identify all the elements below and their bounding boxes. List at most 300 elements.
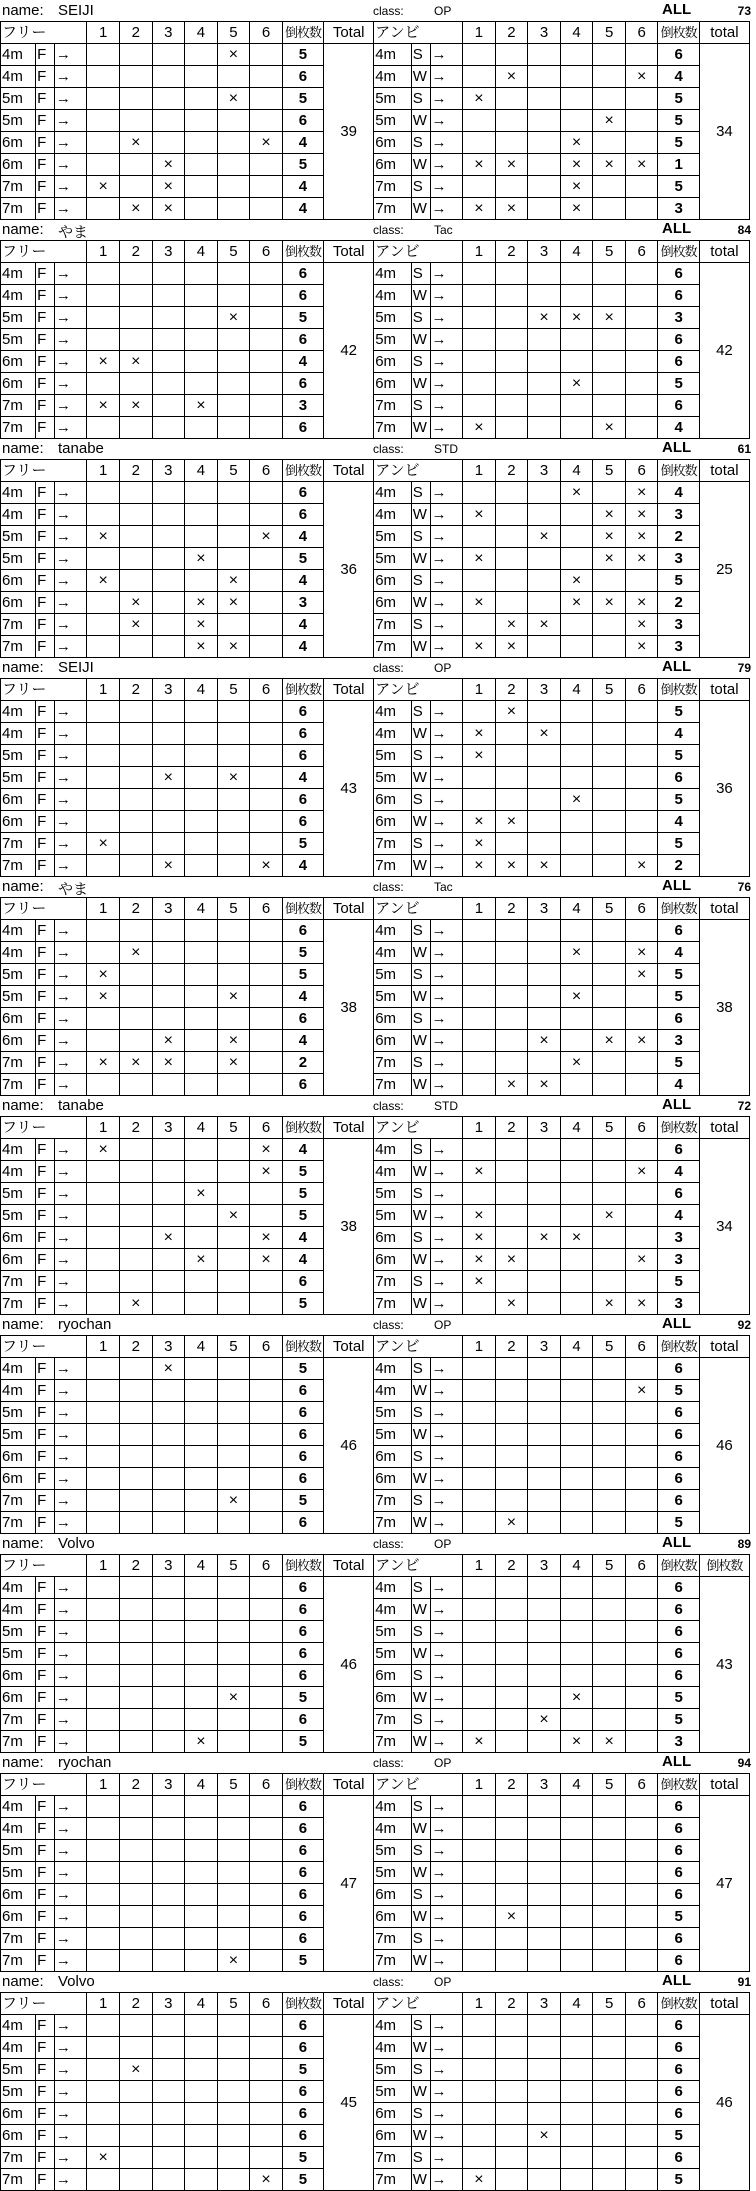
type-cell: F	[36, 1862, 55, 1884]
type-cell: W	[411, 1293, 430, 1315]
free-header: フリー	[1, 679, 87, 701]
distance-cell: 4m	[1, 1577, 36, 1599]
count-cell: 5	[658, 1687, 699, 1709]
empty-cell	[250, 636, 283, 658]
arrow-cell: →	[430, 789, 463, 811]
distance-cell: 5m	[374, 767, 412, 789]
empty-cell	[185, 1030, 218, 1052]
count-cell: 6	[282, 920, 323, 942]
distance-cell: 4m	[1, 1380, 36, 1402]
empty-cell	[560, 88, 593, 110]
empty-cell	[250, 176, 283, 198]
ambi-header: アンビ	[374, 22, 463, 44]
miss-mark: ×	[87, 2147, 120, 2169]
empty-cell	[463, 263, 496, 285]
arrow-cell: →	[430, 745, 463, 767]
miss-mark: ×	[463, 548, 496, 570]
arrow-cell: →	[430, 417, 463, 439]
distance-cell: 5m	[374, 548, 412, 570]
empty-cell	[593, 198, 626, 220]
empty-cell	[560, 44, 593, 66]
column-header: 6	[625, 22, 658, 44]
arrow-cell: →	[54, 504, 87, 526]
empty-cell	[250, 1709, 283, 1731]
distance-cell: 6m	[374, 1008, 412, 1030]
empty-cell	[495, 417, 528, 439]
column-header: 4	[560, 1336, 593, 1358]
column-header: 3	[152, 1774, 185, 1796]
arrow-cell: →	[430, 1030, 463, 1052]
column-header: 4	[185, 1555, 218, 1577]
empty-cell	[119, 154, 152, 176]
empty-cell	[560, 2059, 593, 2081]
block-header	[0, 438, 756, 459]
table-row	[1, 942, 750, 964]
miss-mark: ×	[87, 964, 120, 986]
table-row	[1, 1074, 750, 1096]
column-header: 2	[119, 898, 152, 920]
column-header: 5	[593, 1117, 626, 1139]
empty-cell	[250, 1052, 283, 1074]
distance-cell: 7m	[1, 833, 36, 855]
count-cell: 6	[282, 2037, 323, 2059]
count-cell: 6	[282, 1577, 323, 1599]
empty-cell	[250, 723, 283, 745]
empty-cell	[250, 88, 283, 110]
empty-cell	[152, 2147, 185, 2169]
arrow-cell: →	[430, 1818, 463, 1840]
empty-cell	[185, 964, 218, 986]
all-label: ALL	[662, 1315, 692, 1332]
count-cell: 5	[282, 1183, 323, 1205]
class-label: class:	[373, 1318, 404, 1332]
distance-cell: 6m	[374, 373, 412, 395]
miss-mark: ×	[250, 1161, 283, 1183]
miss-mark: ×	[560, 307, 593, 329]
count-cell: 5	[282, 964, 323, 986]
count-cell: 5	[282, 2147, 323, 2169]
empty-cell	[119, 1380, 152, 1402]
type-cell: F	[36, 1643, 55, 1665]
empty-cell	[217, 351, 250, 373]
score-block	[0, 876, 756, 1095]
ambi-header: アンビ	[374, 241, 463, 263]
empty-cell	[119, 1227, 152, 1249]
type-cell: F	[36, 1402, 55, 1424]
all-label: ALL	[662, 220, 692, 237]
arrow-cell: →	[430, 855, 463, 877]
count-cell: 5	[658, 701, 699, 723]
empty-cell	[625, 723, 658, 745]
count-cell: 6	[658, 263, 699, 285]
type-cell: F	[36, 1818, 55, 1840]
empty-cell	[217, 1665, 250, 1687]
empty-cell	[560, 614, 593, 636]
distance-cell: 7m	[1, 1052, 36, 1074]
empty-cell	[250, 833, 283, 855]
empty-cell	[560, 2081, 593, 2103]
count-cell: 6	[282, 1840, 323, 1862]
empty-cell	[625, 2169, 658, 2191]
free-header: フリー	[1, 1774, 87, 1796]
miss-mark: ×	[152, 1358, 185, 1380]
column-header: 5	[217, 1993, 250, 2015]
distance-cell: 6m	[1, 789, 36, 811]
empty-cell	[87, 920, 120, 942]
miss-mark: ×	[152, 855, 185, 877]
distance-cell: 7m	[374, 1512, 412, 1534]
arrow-cell: →	[54, 964, 87, 986]
miss-mark: ×	[560, 176, 593, 198]
miss-mark: ×	[185, 592, 218, 614]
empty-cell	[185, 1490, 218, 1512]
count-cell: 5	[658, 2125, 699, 2147]
empty-cell	[625, 132, 658, 154]
column-header: 6	[250, 1774, 283, 1796]
distance-cell: 5m	[374, 307, 412, 329]
right-total: 47	[699, 1796, 749, 1972]
empty-cell	[152, 504, 185, 526]
distance-cell: 4m	[1, 701, 36, 723]
arrow-cell: →	[430, 395, 463, 417]
name-label: name:	[2, 659, 44, 676]
count-cell: 6	[658, 2059, 699, 2081]
table-row	[1, 1950, 750, 1972]
distance-cell: 6m	[1, 1906, 36, 1928]
empty-cell	[87, 723, 120, 745]
count-cell: 3	[658, 1293, 699, 1315]
empty-cell	[119, 2169, 152, 2191]
distance-cell: 5m	[1, 1840, 36, 1862]
distance-cell: 7m	[1, 1731, 36, 1753]
empty-cell	[152, 986, 185, 1008]
empty-cell	[528, 1862, 561, 1884]
miss-mark: ×	[119, 351, 152, 373]
empty-cell	[463, 1862, 496, 1884]
empty-cell	[152, 1906, 185, 1928]
type-cell: F	[36, 2147, 55, 2169]
empty-cell	[560, 1709, 593, 1731]
empty-cell	[560, 329, 593, 351]
empty-cell	[217, 1183, 250, 1205]
empty-cell	[87, 285, 120, 307]
distance-cell: 6m	[374, 1906, 412, 1928]
arrow-cell: →	[430, 504, 463, 526]
column-header: 3	[152, 1555, 185, 1577]
type-cell: S	[411, 964, 430, 986]
table-row	[1, 1380, 750, 1402]
count-cell: 6	[282, 2103, 323, 2125]
empty-cell	[528, 1468, 561, 1490]
type-cell: W	[411, 1950, 430, 1972]
empty-cell	[185, 723, 218, 745]
count-cell: 2	[658, 855, 699, 877]
distance-cell: 5m	[1, 1402, 36, 1424]
empty-cell	[217, 1380, 250, 1402]
miss-mark: ×	[217, 1687, 250, 1709]
arrow-cell: →	[430, 2103, 463, 2125]
arrow-cell: →	[54, 570, 87, 592]
column-header: 1	[463, 898, 496, 920]
arrow-cell: →	[54, 351, 87, 373]
empty-cell	[250, 1358, 283, 1380]
empty-cell	[217, 504, 250, 526]
column-header: 1	[87, 460, 120, 482]
empty-cell	[185, 1424, 218, 1446]
count-cell: 5	[282, 548, 323, 570]
empty-cell	[185, 88, 218, 110]
empty-cell	[250, 395, 283, 417]
empty-cell	[217, 110, 250, 132]
empty-cell	[185, 1796, 218, 1818]
empty-cell	[87, 1161, 120, 1183]
empty-cell	[495, 329, 528, 351]
empty-cell	[625, 1862, 658, 1884]
empty-cell	[560, 1249, 593, 1271]
table-row	[1, 1161, 750, 1183]
miss-mark: ×	[87, 176, 120, 198]
arrow-cell: →	[54, 1446, 87, 1468]
count-cell: 6	[282, 1271, 323, 1293]
empty-cell	[250, 110, 283, 132]
type-cell: F	[36, 2081, 55, 2103]
total-header: 倒枚数	[699, 1555, 749, 1577]
empty-cell	[217, 942, 250, 964]
arrow-cell: →	[54, 1205, 87, 1227]
empty-cell	[250, 263, 283, 285]
empty-cell	[87, 701, 120, 723]
distance-cell: 4m	[374, 482, 412, 504]
empty-cell	[463, 1468, 496, 1490]
column-header: 1	[463, 460, 496, 482]
table-row	[1, 1709, 750, 1731]
miss-mark: ×	[495, 701, 528, 723]
empty-cell	[463, 1139, 496, 1161]
empty-cell	[528, 745, 561, 767]
empty-cell	[119, 1249, 152, 1271]
count-cell: 6	[282, 1643, 323, 1665]
empty-cell	[119, 2125, 152, 2147]
empty-cell	[185, 1402, 218, 1424]
empty-cell	[217, 198, 250, 220]
empty-cell	[560, 1884, 593, 1906]
score-block	[0, 219, 756, 438]
table-row	[1, 526, 750, 548]
miss-mark: ×	[250, 1139, 283, 1161]
type-cell: F	[36, 1227, 55, 1249]
count-cell: 6	[282, 1468, 323, 1490]
empty-cell	[152, 1818, 185, 1840]
all-total: 92	[737, 1318, 751, 1332]
empty-cell	[152, 636, 185, 658]
arrow-cell: →	[430, 1687, 463, 1709]
empty-cell	[593, 1271, 626, 1293]
column-header: 1	[463, 679, 496, 701]
distance-cell: 5m	[1, 1205, 36, 1227]
type-cell: S	[411, 1709, 430, 1731]
type-cell: S	[411, 1402, 430, 1424]
miss-mark: ×	[560, 482, 593, 504]
column-header: 2	[495, 898, 528, 920]
empty-cell	[250, 1293, 283, 1315]
distance-cell: 4m	[374, 1577, 412, 1599]
type-cell: S	[411, 614, 430, 636]
empty-cell	[560, 745, 593, 767]
empty-cell	[152, 833, 185, 855]
count-cell: 4	[282, 767, 323, 789]
empty-cell	[495, 307, 528, 329]
miss-mark: ×	[185, 395, 218, 417]
empty-cell	[152, 373, 185, 395]
distance-cell: 4m	[1, 482, 36, 504]
player-class: Tac	[434, 880, 453, 894]
empty-cell	[560, 66, 593, 88]
count-cell: 6	[658, 2015, 699, 2037]
arrow-cell: →	[54, 2037, 87, 2059]
column-header: 2	[495, 1774, 528, 1796]
count-cell: 6	[282, 417, 323, 439]
empty-cell	[87, 1599, 120, 1621]
column-header: 5	[217, 460, 250, 482]
type-cell: S	[411, 1052, 430, 1074]
arrow-cell: →	[430, 986, 463, 1008]
arrow-cell: →	[430, 1928, 463, 1950]
empty-cell	[87, 504, 120, 526]
player-name: ryochan	[58, 1754, 112, 1771]
empty-cell	[625, 110, 658, 132]
empty-cell	[250, 1512, 283, 1534]
empty-cell	[250, 789, 283, 811]
type-cell: F	[36, 1599, 55, 1621]
empty-cell	[495, 1884, 528, 1906]
empty-cell	[119, 1512, 152, 1534]
distance-cell: 6m	[374, 1030, 412, 1052]
empty-cell	[528, 1512, 561, 1534]
type-cell: F	[36, 417, 55, 439]
arrow-cell: →	[54, 66, 87, 88]
arrow-cell: →	[54, 2081, 87, 2103]
empty-cell	[593, 373, 626, 395]
miss-mark: ×	[87, 986, 120, 1008]
total-header: Total	[324, 1774, 374, 1796]
empty-cell	[87, 855, 120, 877]
arrow-cell: →	[54, 855, 87, 877]
distance-cell: 7m	[1, 1512, 36, 1534]
empty-cell	[560, 964, 593, 986]
arrow-cell: →	[54, 132, 87, 154]
distance-cell: 6m	[1, 592, 36, 614]
name-label: name:	[2, 1973, 44, 1990]
arrow-cell: →	[54, 636, 87, 658]
table-row	[1, 1271, 750, 1293]
empty-cell	[528, 1665, 561, 1687]
empty-cell	[185, 176, 218, 198]
empty-cell	[593, 1468, 626, 1490]
empty-cell	[217, 329, 250, 351]
count-cell: 3	[658, 1731, 699, 1753]
empty-cell	[560, 1840, 593, 1862]
column-header: 5	[217, 679, 250, 701]
table-row	[1, 504, 750, 526]
type-cell: F	[36, 1884, 55, 1906]
table-row	[1, 1183, 750, 1205]
arrow-cell: →	[54, 1884, 87, 1906]
empty-cell	[250, 1884, 283, 1906]
arrow-cell: →	[54, 1577, 87, 1599]
empty-cell	[593, 614, 626, 636]
empty-cell	[185, 329, 218, 351]
column-header: 3	[152, 898, 185, 920]
player-class: STD	[434, 442, 458, 456]
empty-cell	[185, 833, 218, 855]
distance-cell: 4m	[1, 44, 36, 66]
empty-cell	[152, 1490, 185, 1512]
all-total: 79	[737, 661, 751, 675]
empty-cell	[250, 307, 283, 329]
empty-cell	[217, 1928, 250, 1950]
empty-cell	[87, 2015, 120, 2037]
empty-cell	[625, 1402, 658, 1424]
empty-cell	[560, 1665, 593, 1687]
empty-cell	[495, 2037, 528, 2059]
arrow-cell: →	[54, 1490, 87, 1512]
type-cell: F	[36, 329, 55, 351]
type-cell: F	[36, 701, 55, 723]
type-cell: F	[36, 1577, 55, 1599]
empty-cell	[463, 614, 496, 636]
miss-mark: ×	[625, 548, 658, 570]
score-table	[0, 1554, 750, 1753]
empty-cell	[152, 66, 185, 88]
empty-cell	[463, 1380, 496, 1402]
type-cell: F	[36, 636, 55, 658]
player-name: ryochan	[58, 1316, 112, 1333]
empty-cell	[528, 2037, 561, 2059]
type-cell: W	[411, 1161, 430, 1183]
empty-cell	[463, 1358, 496, 1380]
table-row	[1, 2037, 750, 2059]
count-header: 倒枚数	[282, 22, 323, 44]
arrow-cell: →	[54, 198, 87, 220]
count-cell: 5	[282, 307, 323, 329]
empty-cell	[217, 1293, 250, 1315]
table-row	[1, 964, 750, 986]
miss-mark: ×	[625, 636, 658, 658]
type-cell: F	[36, 2015, 55, 2037]
empty-cell	[152, 723, 185, 745]
empty-cell	[625, 2125, 658, 2147]
miss-mark: ×	[593, 526, 626, 548]
distance-cell: 6m	[374, 132, 412, 154]
empty-cell	[528, 1161, 561, 1183]
empty-cell	[152, 1249, 185, 1271]
empty-cell	[152, 132, 185, 154]
count-header: 倒枚数	[282, 460, 323, 482]
distance-cell: 7m	[374, 1928, 412, 1950]
column-header: 4	[185, 241, 218, 263]
empty-cell	[593, 1139, 626, 1161]
miss-mark: ×	[250, 855, 283, 877]
arrow-cell: →	[430, 548, 463, 570]
table-row	[1, 745, 750, 767]
empty-cell	[185, 373, 218, 395]
empty-cell	[495, 1468, 528, 1490]
arrow-cell: →	[54, 373, 87, 395]
empty-cell	[250, 1643, 283, 1665]
type-cell: S	[411, 1928, 430, 1950]
count-cell: 4	[282, 1139, 323, 1161]
empty-cell	[560, 1577, 593, 1599]
